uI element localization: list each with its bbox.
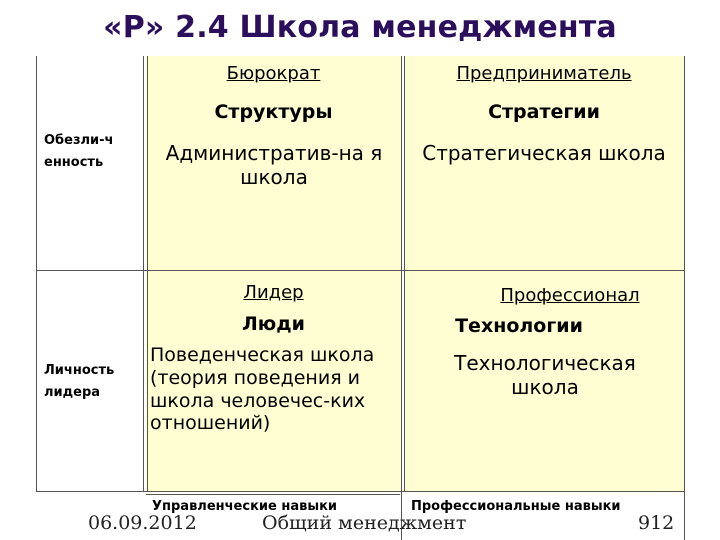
column-label-management-skills: Управленческие навыки xyxy=(152,499,338,514)
grid-line xyxy=(146,494,400,495)
focus-people: Люди xyxy=(242,313,305,335)
role-entrepreneur: Предприниматель xyxy=(456,63,632,84)
school-administrative: Административ-на я школа xyxy=(165,141,383,189)
footer-page-number: 912 xyxy=(638,512,675,534)
grid-line xyxy=(143,56,144,492)
role-bureaucrat: Бюрократ xyxy=(226,63,321,84)
footer-date: 06.09.2012 xyxy=(88,512,197,534)
grid-line xyxy=(36,56,37,492)
role-leader: Лидер xyxy=(243,282,304,303)
grid-line xyxy=(36,270,684,271)
slide-title: «Р» 2.4 Школа менеджмента xyxy=(103,10,617,45)
focus-technologies: Технологии xyxy=(455,315,583,337)
focus-structures: Структуры xyxy=(214,101,333,123)
footer-course: Общий менеджмент xyxy=(262,512,467,534)
column-label-professional-skills: Профессиональные навыки xyxy=(411,499,621,514)
school-technological: Технологическая школа xyxy=(454,351,636,399)
row-label-facelessness: Обезли-ч енность xyxy=(44,133,114,170)
row-label-leader-personality: Личность лидера xyxy=(44,363,115,400)
grid-line xyxy=(36,491,684,492)
grid-line xyxy=(401,56,402,540)
school-behavioral: Поведенческая школа (теория поведения и школа человечес-ких отношений) xyxy=(150,344,375,435)
school-strategic: Стратегическая школа xyxy=(422,141,666,165)
role-professional: Профессионал xyxy=(500,285,640,306)
focus-strategies: Стратегии xyxy=(488,101,600,123)
